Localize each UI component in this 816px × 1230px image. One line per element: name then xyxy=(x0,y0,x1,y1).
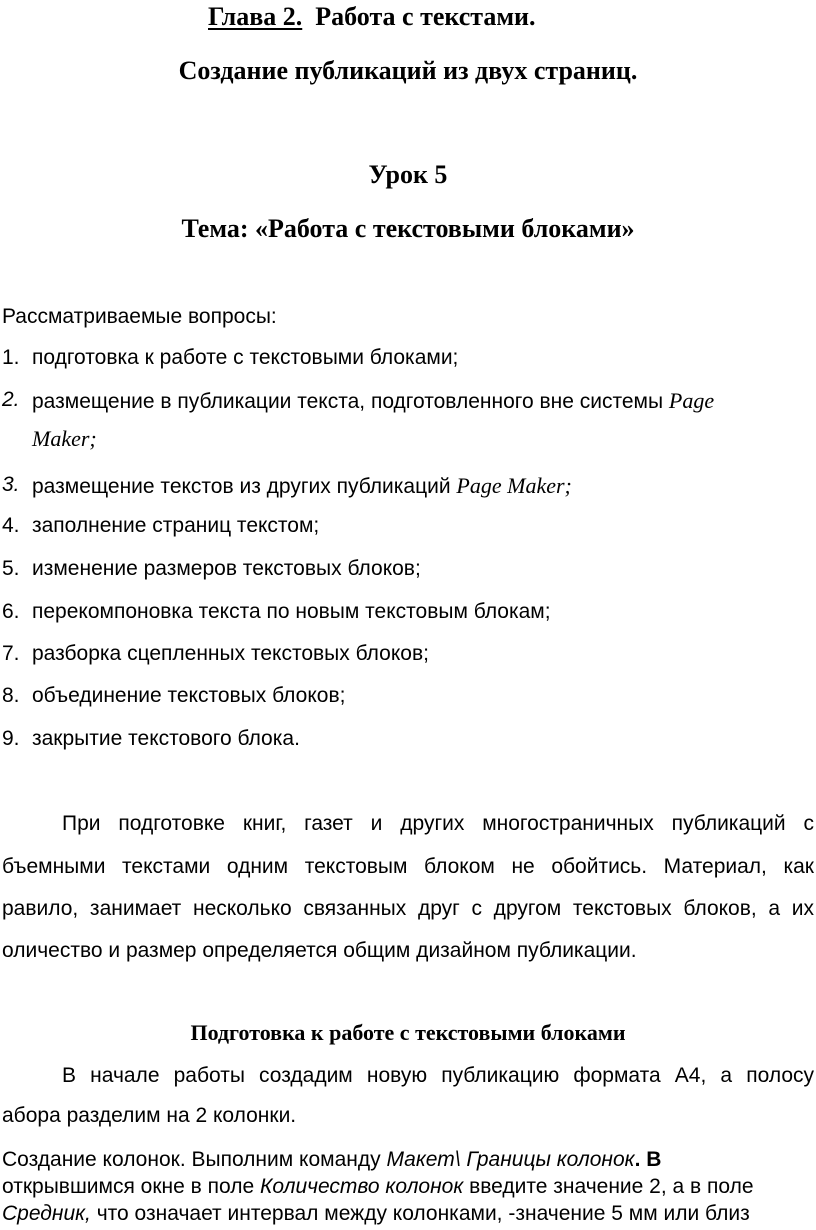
list-item xyxy=(0,473,816,503)
list-item xyxy=(0,600,816,630)
intro-line-4: оличество и размер определяется общим дизайном публикации. xyxy=(2,939,637,962)
list-text: разборка сцепленных текстовых блоков; xyxy=(32,642,429,665)
lesson-title: Урок 5 xyxy=(368,160,448,189)
list-number: 2. xyxy=(2,388,20,411)
list-number: 6. xyxy=(2,600,20,623)
list-number: 7. xyxy=(2,642,20,665)
chapter-title: Работа с текстами. xyxy=(315,2,536,31)
steps-line-2 xyxy=(2,1175,754,1199)
field-name: Количество колонок xyxy=(260,1175,464,1198)
list-number: 8. xyxy=(2,684,20,707)
steps-text: открывшимся окне в поле xyxy=(2,1175,260,1198)
intro-line-2: бъемными текстами одним текстовым блоком не обойтись. Материал, как xyxy=(2,855,814,878)
section-para-line-1: В начале работы создадим новую публикацию формата А4, а полосу xyxy=(62,1064,814,1087)
list-text: перекомпоновка текста по новым текстовым блокам; xyxy=(32,600,551,623)
list-text: размещение текстов из других публикаций xyxy=(32,475,457,498)
intro-line-1: При подготовке книг, газет и других многостраничных публикаций с xyxy=(62,812,814,835)
topic-title: Тема: «Работа с текстовыми блоками» xyxy=(181,214,635,243)
list-item xyxy=(0,727,816,757)
list-item xyxy=(0,514,816,544)
section-heading: Подготовка к работе с текстовыми блоками xyxy=(190,1020,626,1045)
intro-line-3: равило, занимает несколько связанных друг с другом текстовых блоков, а их xyxy=(2,897,814,920)
list-number: 9. xyxy=(2,727,20,750)
list-text-italic: Page xyxy=(668,388,715,413)
list-text-italic: Maker; xyxy=(32,426,97,451)
list-text: изменение размеров текстовых блоков; xyxy=(32,557,421,580)
list-item xyxy=(0,642,816,672)
steps-text: введите значение 2, а в поле xyxy=(463,1175,754,1198)
list-text-wrap xyxy=(32,388,714,414)
list-item xyxy=(0,388,816,418)
section-para-line-2: абора разделим на 2 колонки. xyxy=(2,1104,297,1127)
list-text: размещение в публикации текста, подготовленного вне системы xyxy=(32,390,669,413)
chapter-heading xyxy=(208,2,536,32)
list-number: 1. xyxy=(2,346,20,369)
questions-heading: Рассматриваемые вопросы: xyxy=(2,305,277,328)
list-text: объединение текстовых блоков; xyxy=(32,684,346,707)
list-item xyxy=(0,557,816,587)
menu-path: Макет\ Границы колонок xyxy=(386,1148,635,1171)
list-item xyxy=(0,346,816,376)
page-subtitle: Создание публикаций из двух страниц. xyxy=(178,56,638,85)
steps-text: что означает интервал между колонками, -значение 5 мм или близ xyxy=(90,1202,750,1225)
list-item xyxy=(0,684,816,714)
list-text: заполнение страниц текстом; xyxy=(32,514,320,537)
steps-text: Создание колонок. Выполним команду xyxy=(2,1148,387,1171)
list-text: подготовка к работе с текстовыми блоками; xyxy=(32,346,459,369)
list-text: закрытие текстового блока. xyxy=(32,727,300,750)
field-name: Средник, xyxy=(2,1202,91,1225)
list-number: 4. xyxy=(2,514,20,537)
steps-period: . В xyxy=(634,1148,662,1171)
list-number: 3. xyxy=(2,473,20,496)
steps-line-1 xyxy=(2,1148,661,1172)
list-text-italic: Page Maker; xyxy=(456,473,572,498)
chapter-label: Глава 2. xyxy=(208,2,303,31)
list-item-continuation xyxy=(32,426,97,452)
steps-line-3 xyxy=(2,1202,750,1226)
list-number: 5. xyxy=(2,557,20,580)
list-text-wrap xyxy=(32,473,572,499)
